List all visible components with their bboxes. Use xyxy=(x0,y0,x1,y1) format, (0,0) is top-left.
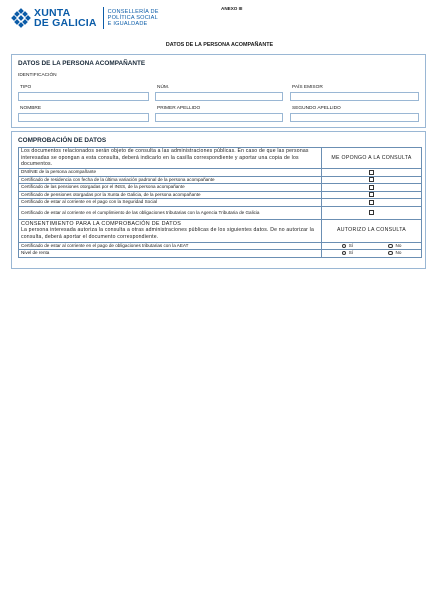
oppose-checkbox[interactable] xyxy=(369,185,374,190)
logo-line-1: XUNTA xyxy=(34,7,71,19)
consent-header-row xyxy=(19,219,422,242)
oppose-intro-text: Los documentos relacionados serán objeto de consulta a las administraciones públicas. En caso de que las personas interesadas se opongan a esta consulta, deberá indicarlo en la casilla correspondiente y aportar una copia de los documentos. xyxy=(19,148,322,169)
xunta-wordmark xyxy=(34,8,97,28)
conselleria-name xyxy=(108,9,159,27)
logo-line-2: DE GALICIA xyxy=(34,17,97,29)
yes-option[interactable] xyxy=(342,243,354,249)
no-radio[interactable] xyxy=(388,251,392,255)
authorize-header: AUTORIZO LA CONSULTA xyxy=(322,219,422,242)
oppose-checkbox-cell xyxy=(322,176,422,184)
oppose-table xyxy=(18,147,422,258)
yes-label: Sí xyxy=(348,250,354,256)
xunta-logo-icon xyxy=(12,9,30,27)
oppose-checkbox-cell xyxy=(322,206,422,219)
conselleria-line-1: CONSELLERÍA DE xyxy=(107,9,159,15)
oppose-checkbox[interactable] xyxy=(369,170,374,175)
doc-item-label: Certificado de las pensiones otorgadas por el INSS, de la persona acompañante xyxy=(19,184,322,192)
pais-emisor-field[interactable] xyxy=(290,92,419,101)
doc-item-label: Certificado de residencia con fecha de la última variación padronal de la persona acompañante xyxy=(19,176,322,184)
no-radio[interactable] xyxy=(388,244,392,248)
oppose-checkbox[interactable] xyxy=(369,210,374,215)
num-label: NÚM. xyxy=(157,85,170,90)
table-row xyxy=(19,191,422,199)
yes-option[interactable] xyxy=(342,250,354,256)
pais-emisor-label: PAÍS EMISOR xyxy=(292,85,323,90)
oppose-checkbox[interactable] xyxy=(369,192,374,197)
nombre-label: NOMBRE xyxy=(20,106,42,111)
table-row xyxy=(19,199,422,207)
oppose-checkbox-cell xyxy=(322,191,422,199)
tipo-label: TIPO xyxy=(20,85,32,90)
identificacion-label: IDENTIFICACIÓN xyxy=(18,73,57,78)
oppose-header-row xyxy=(19,148,422,169)
tipo-field[interactable] xyxy=(18,92,149,101)
doc-item-label: Certificado de pensiones otorgadas por la Xunta de Galicia, de la persona acompañante xyxy=(19,191,322,199)
oppose-checkbox-cell xyxy=(322,169,422,177)
oppose-checkbox[interactable] xyxy=(369,200,374,205)
yes-radio[interactable] xyxy=(342,251,346,255)
persona-section-title: DATOS DE LA PERSONA ACOMPAÑANTE xyxy=(18,60,146,67)
no-label: No xyxy=(395,250,402,256)
no-option[interactable] xyxy=(388,250,401,256)
doc-item-label: DNI/NIE de la persona acompañante xyxy=(19,169,322,177)
consent-text-cell xyxy=(19,219,322,242)
yes-label: Sí xyxy=(348,242,354,248)
persona-section xyxy=(11,54,426,128)
comprobacion-section xyxy=(11,131,426,269)
no-option[interactable] xyxy=(388,243,401,249)
conselleria-line-3: E IGUALDADE xyxy=(107,21,148,27)
table-row xyxy=(19,250,422,258)
table-row xyxy=(19,242,422,250)
authorize-radio-cell xyxy=(322,250,422,258)
consent-item-label: Certificado de estar al corriente en el pago de obligaciones tributarias con la AEAT xyxy=(19,242,322,250)
table-row xyxy=(19,176,422,184)
consent-title: CONSENTIMIENTO PARA LA COMPROBACIÓN DE DATOS xyxy=(21,220,182,227)
doc-item-label: Certificado de estar al corriente en el cumplimiento de las obligaciones tributarias con la Agencia Tributaria de Galicia xyxy=(19,206,322,219)
primer-apellido-label: PRIMER APELLIDO xyxy=(157,106,201,111)
authorize-radio-cell xyxy=(322,242,422,250)
segundo-apellido-label: SEGUNDO APELLIDO xyxy=(292,106,341,111)
comprobacion-section-title: COMPROBACIÓN DE DATOS xyxy=(18,137,107,144)
document-title: DATOS DE LA PERSONA ACOMPAÑANTE xyxy=(165,42,274,48)
oppose-header: ME OPONGO A LA CONSULTA xyxy=(322,148,422,169)
header xyxy=(12,5,159,31)
oppose-checkbox-cell xyxy=(322,199,422,207)
nombre-field[interactable] xyxy=(18,113,149,122)
oppose-checkbox[interactable] xyxy=(369,177,374,182)
no-label: No xyxy=(395,242,402,248)
doc-item-label: Certificado de estar al corriente en el pago con la Seguridad Social xyxy=(19,199,322,207)
table-row xyxy=(19,169,422,177)
primer-apellido-field[interactable] xyxy=(155,113,283,122)
table-row xyxy=(19,184,422,192)
yes-radio[interactable] xyxy=(342,244,346,248)
anexo-label: ANEXO III xyxy=(221,6,243,11)
table-row xyxy=(19,206,422,219)
oppose-checkbox-cell xyxy=(322,184,422,192)
segundo-apellido-field[interactable] xyxy=(290,113,419,122)
header-separator xyxy=(103,7,104,29)
consent-item-label: Nivel de renta xyxy=(19,250,322,258)
num-field[interactable] xyxy=(155,92,283,101)
consent-text: La persona interesada autoriza la consulta a otras administraciones públicas de los siguientes datos. De no autorizar la consulta, deberá aportar el documento correspondiente. xyxy=(21,227,314,240)
conselleria-line-2: POLÍTICA SOCIAL xyxy=(107,15,158,21)
